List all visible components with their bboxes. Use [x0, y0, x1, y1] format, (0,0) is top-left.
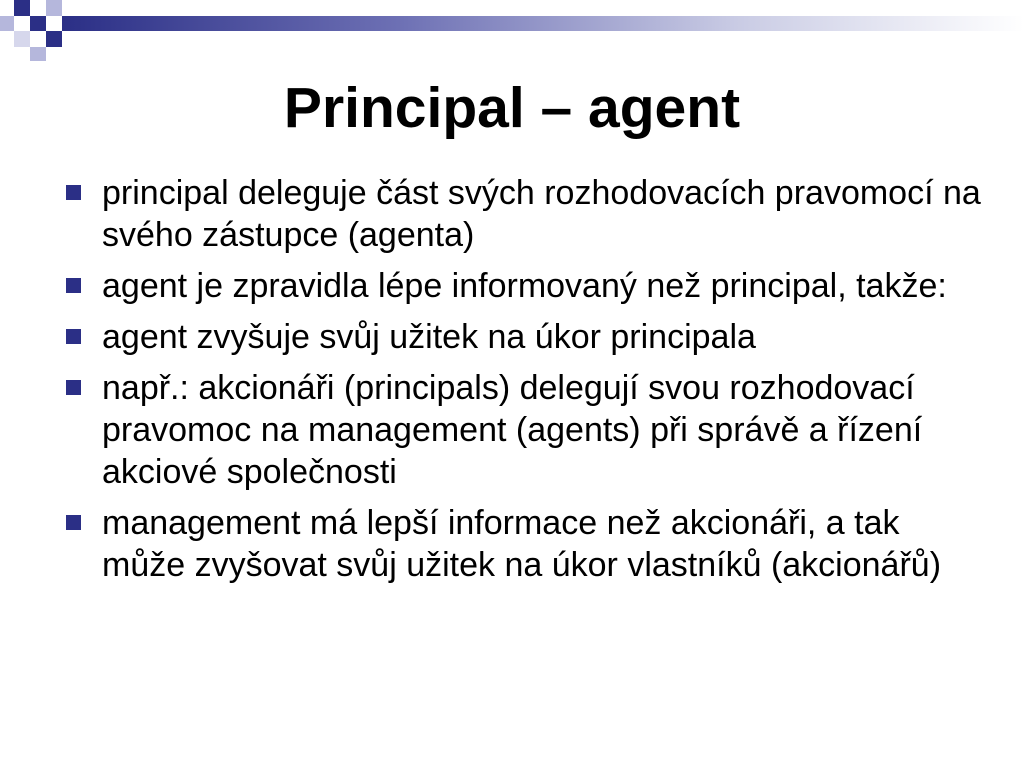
- bullet-text: agent zvyšuje svůj užitek na úkor principala: [102, 318, 756, 356]
- bullet-item: [62, 316, 982, 358]
- bullet-item: [62, 367, 982, 493]
- bullet-item: [62, 172, 982, 256]
- decor-square-icon: [46, 0, 62, 16]
- decor-square-icon: [30, 16, 46, 31]
- bullet-text: agent je zpravidla lépe informovaný než principal, takže:: [102, 267, 947, 305]
- decor-square-icon: [30, 47, 46, 61]
- decor-square-icon: [14, 0, 30, 16]
- square-bullet-icon: [66, 380, 81, 395]
- bullet-list: [62, 172, 982, 595]
- bullet-text: principal deleguje část svých rozhodovacích pravomocí na svého zástupce (agenta): [102, 174, 981, 254]
- header-decoration: [0, 0, 1024, 64]
- header-gradient-bar: [62, 16, 1024, 31]
- slide-title: Principal – agent: [283, 76, 741, 140]
- decor-square-icon: [46, 31, 62, 47]
- square-bullet-icon: [66, 515, 81, 530]
- square-bullet-icon: [66, 329, 81, 344]
- bullet-text: management má lepší informace než akcionáři, a tak může zvyšovat svůj užitek na úkor vlastníků (akcionářů): [102, 504, 942, 584]
- bullet-text: např.: akcionáři (principals) delegují svou rozhodovací pravomoc na management (agents) při správě a řízení akciové společnosti: [102, 369, 923, 491]
- decor-square-icon: [14, 31, 30, 47]
- bullet-item: [62, 502, 982, 586]
- square-bullet-icon: [66, 185, 81, 200]
- square-bullet-icon: [66, 278, 81, 293]
- decor-square-icon: [0, 16, 14, 31]
- bullet-item: [62, 265, 982, 307]
